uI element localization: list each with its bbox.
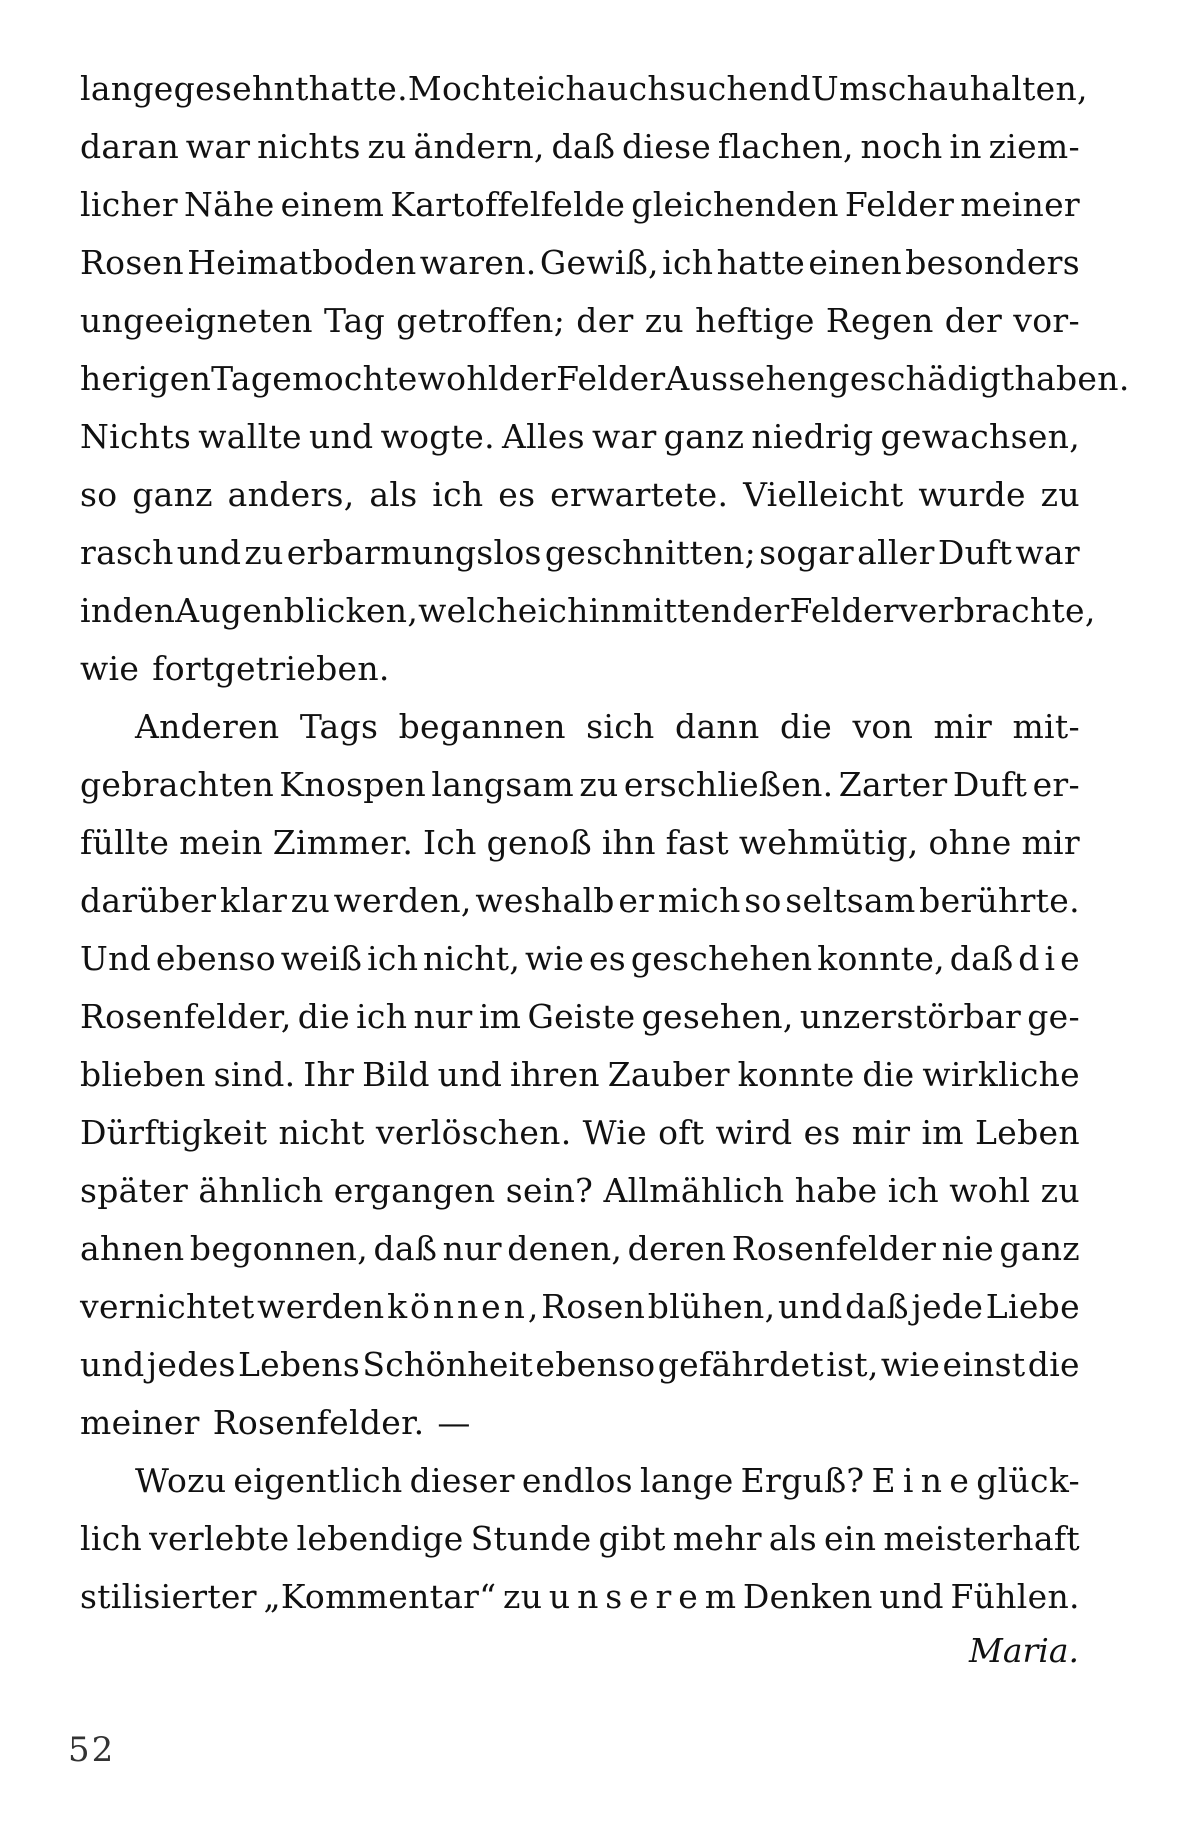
body-text <box>80 60 1130 1626</box>
text-line: Und ebenso weiß ich nicht, wie es geschehen konnte, daß d i e <box>80 939 1080 978</box>
text-line: später ähnlich ergangen sein? Allmählich habe ich wohl zu <box>80 1171 1080 1210</box>
text-line: Wozu eigentlich dieser endlos lange Erguß? E i n e glück- <box>135 1461 1080 1500</box>
text-line: blieben sind. Ihr Bild und ihren Zauber konnte die wirkliche <box>80 1055 1080 1094</box>
text-line: in den Augenblicken, welche ich inmitten der Felder verbrachte, <box>80 591 1096 630</box>
text-line: Dürftigkeit nicht verlöschen. Wie oft wird es mir im Leben <box>80 1113 1080 1152</box>
text-line: licher Nähe einem Kartoffelfelde gleichenden Felder meiner <box>80 185 1080 224</box>
text-line: meiner Rosenfelder. — <box>80 1403 471 1442</box>
text-line: Rosen Heimatboden waren. Gewiß, ich hatte einen besonders <box>80 243 1080 282</box>
text-line: daran war nichts zu ändern, daß diese flachen, noch in ziem- <box>80 127 1080 166</box>
text-line: darüber klar zu werden, weshalb er mich so seltsam berührte. <box>80 881 1080 920</box>
text-line: vernichtet werden k ö n n e n , Rosen blühen, und daß jede Liebe <box>80 1287 1080 1326</box>
text-line: stilisierter „Kommentar“ zu u n s e r e m Denken und Fühlen. <box>80 1577 1080 1616</box>
text-line: Anderen Tags begannen sich dann die von mir mit- <box>135 707 1080 746</box>
text-line: wie fortgetrieben. <box>80 649 390 688</box>
text-line: so ganz anders, als ich es erwartete. Vielleicht wurde zu <box>80 475 1080 514</box>
text-line: herigen Tage mochte wohl der Felder Aussehen geschädigt haben. <box>80 359 1130 398</box>
signature: Maria. <box>969 1631 1079 1670</box>
text-line: rasch und zu erbarmungslos geschnitten; sogar aller Duft war <box>80 533 1080 572</box>
page-number: 52 <box>68 1730 116 1770</box>
text-line: Rosenfelder, die ich nur im Geiste gesehen, unzerstörbar ge- <box>80 997 1080 1036</box>
text-line: füllte mein Zimmer. Ich genoß ihn fast wehmütig, ohne mir <box>80 823 1080 862</box>
text-line: ungeeigneten Tag getroffen; der zu heftige Regen der vor- <box>80 301 1080 340</box>
text-line: ahnen begonnen, daß nur denen, deren Rosenfelder nie ganz <box>80 1229 1080 1268</box>
text-line: und jedes Lebens Schönheit ebenso gefährdet ist, wie einst die <box>80 1345 1080 1384</box>
text-line: Nichts wallte und wogte. Alles war ganz niedrig gewachsen, <box>80 417 1080 456</box>
text-line: lange gesehnt hatte. Mochte ich auch suchend Umschau halten, <box>80 69 1088 108</box>
text-line: lich verlebte lebendige Stunde gibt mehr als ein meisterhaft <box>80 1519 1080 1558</box>
text-line: gebrachten Knospen langsam zu erschließen. Zarter Duft er- <box>80 765 1080 804</box>
